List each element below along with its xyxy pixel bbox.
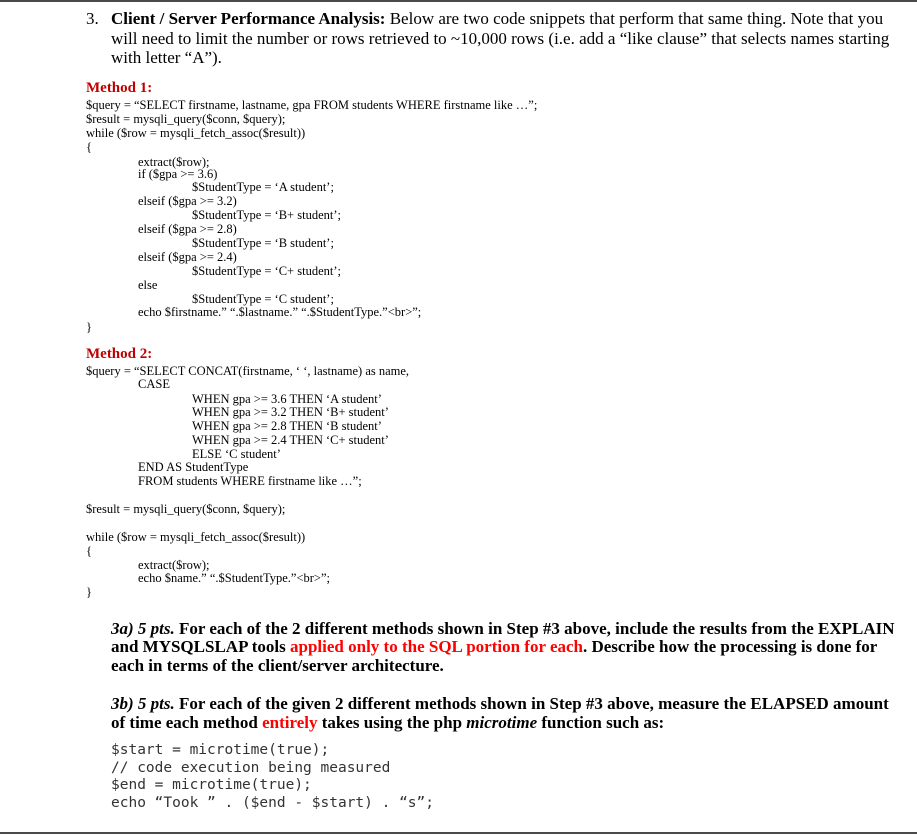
part-b-text: of time each method: [111, 713, 263, 732]
code-line: $result = mysqli_query($conn, $query);: [86, 502, 286, 516]
code-line: echo $name.” “.$StudentType.”<br>”;: [138, 571, 330, 585]
question-line-2: will need to limit the number or rows retrieved to ~10,000 rows (i.e. add a “like clause” that selects names starting: [111, 29, 890, 48]
code-line: {: [86, 140, 92, 154]
code-line: END AS StudentType: [138, 460, 249, 474]
code-line: elseif ($gpa >= 2.8): [138, 222, 237, 236]
part-b-text: For each of the given 2 different methods shown in Step #3 above, measure the ELAPSED amount: [174, 694, 889, 713]
code-line: $query = “SELECT CONCAT(firstname, ‘ ‘, lastname) as name,: [86, 364, 410, 378]
part-a-text: For each of the 2 different methods shown in Step #3 above, include the results from the EXPLAIN: [174, 619, 895, 638]
code-line: else: [138, 278, 158, 292]
code-line: elseif ($gpa >= 3.2): [138, 194, 237, 208]
code-line: echo $firstname.” “.$lastname.” “.$StudentType.”<br>”;: [138, 305, 422, 319]
code-line: $StudentType = ‘B student’;: [192, 236, 334, 250]
part-a-emphasis: applied only to the SQL portion for each: [290, 637, 583, 656]
part-a-line-2: [111, 637, 877, 657]
code-line: extract($row);: [138, 558, 210, 572]
code-line: // code execution being measured: [111, 760, 391, 776]
part-b-line-2: [111, 713, 664, 733]
code-line: echo “Took ” . ($end - $start) . “s”;: [111, 795, 435, 811]
code-line: $query = “SELECT firstname, lastname, gpa FROM students WHERE firstname like …”;: [86, 98, 538, 112]
code-line: WHEN gpa >= 2.4 THEN ‘C+ student’: [192, 433, 389, 447]
code-line: while ($row = mysqli_fetch_assoc($result)): [86, 126, 306, 140]
bottom-rule: [0, 832, 917, 834]
code-line: elseif ($gpa >= 2.4): [138, 250, 237, 264]
code-line: $StudentType = ‘B+ student’;: [192, 208, 341, 222]
code-line: WHEN gpa >= 2.8 THEN ‘B student’: [192, 419, 382, 433]
code-line: $StudentType = ‘A student’;: [192, 180, 334, 194]
code-line: $end = microtime(true);: [111, 777, 312, 793]
part-b-line-1: [111, 694, 889, 714]
code-line: FROM students WHERE firstname like …”;: [138, 474, 362, 488]
part-b-text: takes using the php: [317, 713, 467, 732]
code-line: while ($row = mysqli_fetch_assoc($result)): [86, 530, 306, 544]
code-line: }: [86, 585, 92, 599]
question-line-1: [111, 9, 883, 29]
part-b-text: function such as:: [537, 713, 665, 732]
method-1-heading: Method 1:: [86, 80, 153, 96]
code-line: }: [86, 320, 92, 334]
question-line-1-text: Below are two code snippets that perform that same thing. Note that you: [385, 9, 884, 28]
top-rule: [0, 0, 917, 2]
code-line: {: [86, 544, 92, 558]
code-line: if ($gpa >= 3.6): [138, 167, 218, 181]
part-b-emphasis: entirely: [262, 713, 318, 732]
code-line: ELSE ‘C student’: [192, 447, 281, 461]
part-a-line-1: [111, 619, 895, 639]
part-a-label: 3a) 5 pts.: [111, 619, 175, 638]
code-line: extract($row);: [138, 155, 210, 169]
code-line: $StudentType = ‘C student’;: [192, 292, 334, 306]
question-number: 3.: [86, 9, 99, 28]
part-a-text: and MYSQLSLAP tools: [111, 637, 291, 656]
code-line: $start = microtime(true);: [111, 742, 330, 758]
question-title: Client / Server Performance Analysis:: [111, 9, 386, 28]
code-line: $StudentType = ‘C+ student’;: [192, 264, 341, 278]
part-b-italic: microtime: [466, 713, 538, 732]
part-b-label: 3b) 5 pts.: [111, 694, 175, 713]
question-line-3: with letter “A”).: [111, 48, 222, 67]
code-line: WHEN gpa >= 3.2 THEN ‘B+ student’: [192, 405, 389, 419]
part-a-line-3: each in terms of the client/server architecture.: [111, 656, 444, 675]
code-line: WHEN gpa >= 3.6 THEN ‘A student’: [192, 392, 382, 406]
code-line: $result = mysqli_query($conn, $query);: [86, 112, 286, 126]
code-line: CASE: [138, 377, 170, 391]
part-a-text: . Describe how the processing is done for: [582, 637, 878, 656]
method-2-heading: Method 2:: [86, 346, 153, 362]
